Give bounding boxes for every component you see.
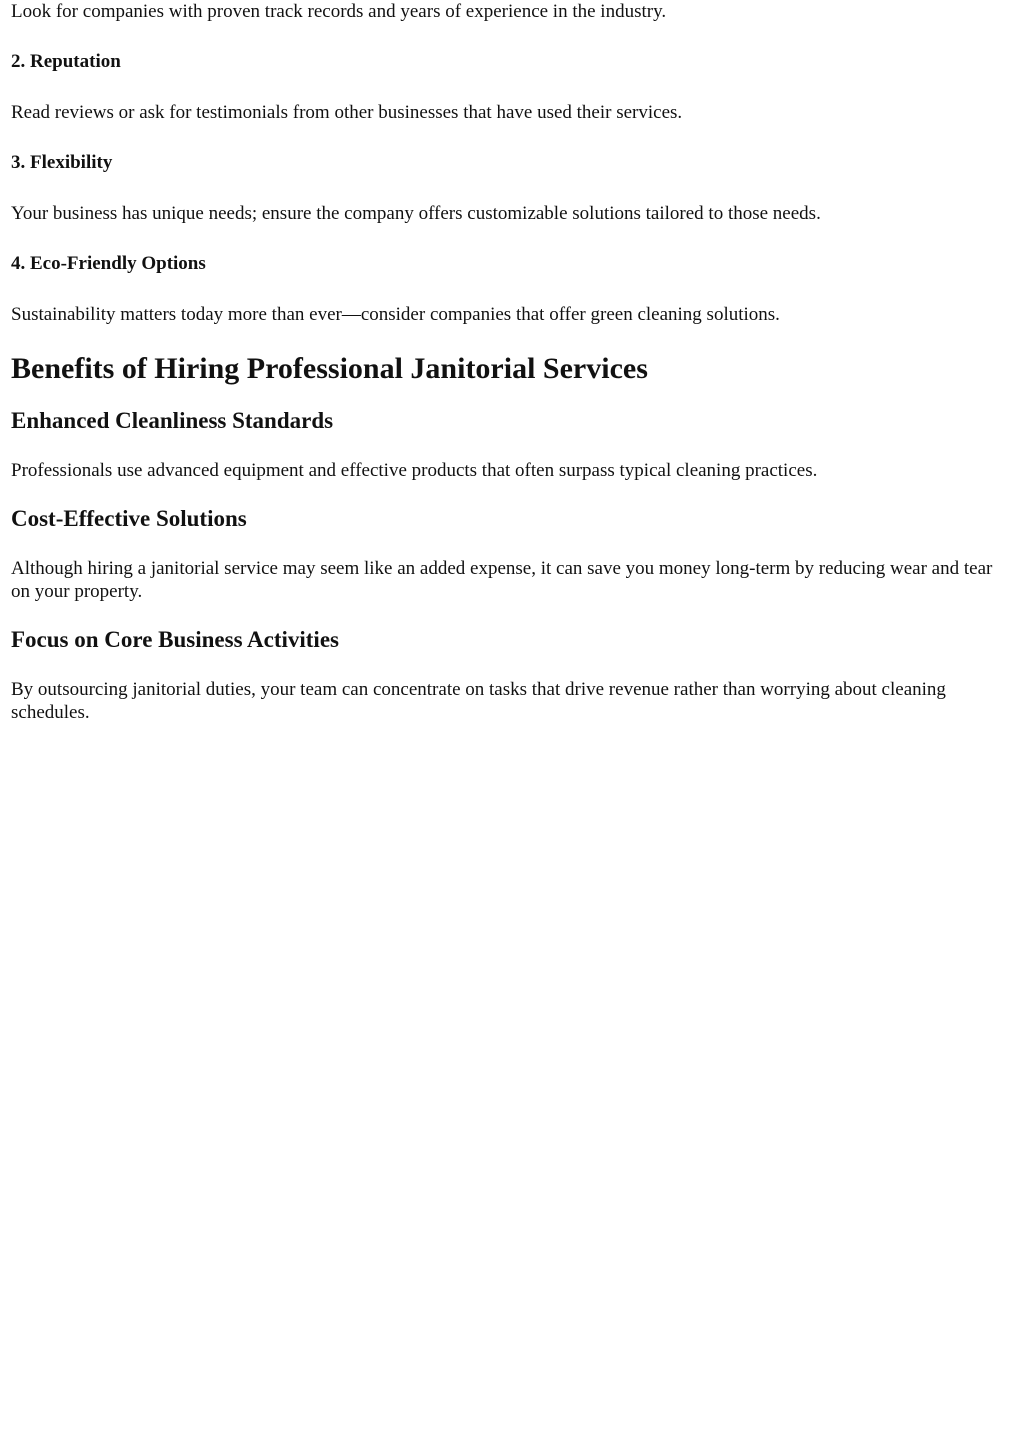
benefit-heading-core-focus: Focus on Core Business Activities [11,627,339,652]
benefit-heading-cleanliness: Enhanced Cleanliness Standards [11,408,334,433]
benefit-text-cost-effective: Although hiring a janitorial service may seem like an added expense, it can save you money long-term by reducing wear and tear on your property. [11,558,993,602]
criterion-text-eco-friendly: Sustainability matters today more than ever—consider companies that offer green cleaning solutions. [11,304,780,325]
benefits-section-title: Benefits of Hiring Professional Janitorial Services [11,352,648,385]
benefit-heading-cost-effective: Cost-Effective Solutions [11,506,247,531]
criterion-heading-flexibility: 3. Flexibility [11,152,113,173]
criterion-text-flexibility: Your business has unique needs; ensure the company offers customizable solutions tailored to those needs. [11,203,821,224]
criterion-heading-reputation: 2. Reputation [11,51,121,72]
benefit-text-cleanliness: Professionals use advanced equipment and effective products that often surpass typical cleaning practices. [11,460,818,481]
benefit-text-core-focus: By outsourcing janitorial duties, your team can concentrate on tasks that drive revenue rather than worrying about cleaning schedules. [11,679,946,723]
intro-paragraph: Look for companies with proven track records and years of experience in the industry. [11,1,667,22]
criterion-heading-eco-friendly: 4. Eco-Friendly Options [11,253,206,274]
criterion-text-reputation: Read reviews or ask for testimonials from other businesses that have used their services. [11,102,683,123]
